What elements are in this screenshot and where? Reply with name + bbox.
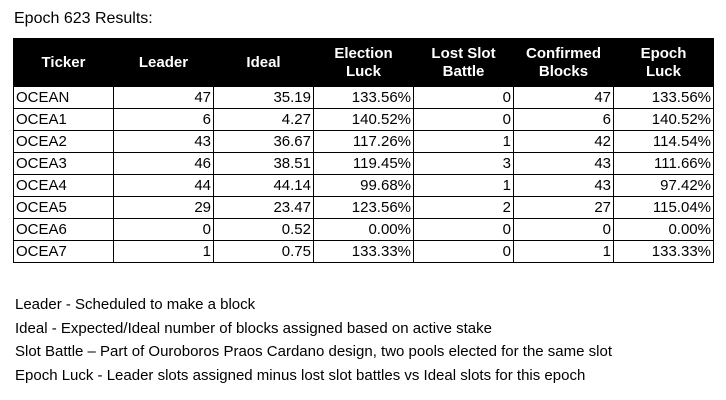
header-lost-slot-battle: Lost Slot Battle xyxy=(414,39,514,87)
cell-ticker: OCEA7 xyxy=(14,241,114,263)
header-confirmed-blocks: Confirmed Blocks xyxy=(514,39,614,87)
cell-confirmed-blocks: 0 xyxy=(514,219,614,241)
table-row xyxy=(14,175,714,197)
cell-leader: 47 xyxy=(114,87,214,109)
cell-ideal: 35.19 xyxy=(214,87,314,109)
cell-leader: 6 xyxy=(114,109,214,131)
cell-epoch-luck: 97.42% xyxy=(614,175,714,197)
cell-confirmed-blocks: 42 xyxy=(514,131,614,153)
cell-lost-slot-battle: 3 xyxy=(414,153,514,175)
header-ideal: Ideal xyxy=(214,39,314,87)
cell-ideal: 0.52 xyxy=(214,219,314,241)
cell-confirmed-blocks: 1 xyxy=(514,241,614,263)
legend-epoch-luck: Epoch Luck - Leader slots assigned minus lost slot battles vs Ideal slots for this epoch xyxy=(15,366,586,384)
table-row xyxy=(14,197,714,219)
cell-election-luck: 0.00% xyxy=(314,219,414,241)
cell-ticker: OCEA1 xyxy=(14,109,114,131)
header-epoch-luck: Epoch Luck xyxy=(614,39,714,87)
cell-ticker: OCEA2 xyxy=(14,131,114,153)
cell-ticker: OCEAN xyxy=(14,87,114,109)
cell-ideal: 36.67 xyxy=(214,131,314,153)
cell-ticker: OCEA4 xyxy=(14,175,114,197)
results-table xyxy=(13,38,714,263)
cell-confirmed-blocks: 43 xyxy=(514,153,614,175)
cell-leader: 1 xyxy=(114,241,214,263)
cell-lost-slot-battle: 2 xyxy=(414,197,514,219)
header-leader: Leader xyxy=(114,39,214,87)
cell-confirmed-blocks: 43 xyxy=(514,175,614,197)
cell-election-luck: 119.45% xyxy=(314,153,414,175)
cell-leader: 29 xyxy=(114,197,214,219)
cell-leader: 44 xyxy=(114,175,214,197)
cell-ticker: OCEA5 xyxy=(14,197,114,219)
cell-election-luck: 133.56% xyxy=(314,87,414,109)
cell-confirmed-blocks: 27 xyxy=(514,197,614,219)
cell-election-luck: 117.26% xyxy=(314,131,414,153)
cell-lost-slot-battle: 1 xyxy=(414,131,514,153)
table-row xyxy=(14,241,714,263)
cell-lost-slot-battle: 0 xyxy=(414,87,514,109)
cell-ticker: OCEA3 xyxy=(14,153,114,175)
cell-ideal: 23.47 xyxy=(214,197,314,219)
cell-election-luck: 140.52% xyxy=(314,109,414,131)
cell-epoch-luck: 133.56% xyxy=(614,87,714,109)
cell-epoch-luck: 140.52% xyxy=(614,109,714,131)
table-row xyxy=(14,153,714,175)
cell-epoch-luck: 111.66% xyxy=(614,153,714,175)
table-header-row xyxy=(14,39,714,87)
cell-epoch-luck: 133.33% xyxy=(614,241,714,263)
cell-epoch-luck: 0.00% xyxy=(614,219,714,241)
cell-lost-slot-battle: 0 xyxy=(414,241,514,263)
table-row xyxy=(14,109,714,131)
cell-lost-slot-battle: 0 xyxy=(414,109,514,131)
header-ticker: Ticker xyxy=(14,39,114,87)
legend xyxy=(15,293,612,387)
cell-lost-slot-battle: 0 xyxy=(414,219,514,241)
cell-election-luck: 133.33% xyxy=(314,241,414,263)
cell-lost-slot-battle: 1 xyxy=(414,175,514,197)
legend-ideal: Ideal - Expected/Ideal number of blocks assigned based on active stake xyxy=(15,319,492,337)
cell-epoch-luck: 114.54% xyxy=(614,131,714,153)
table-row xyxy=(14,87,714,109)
cell-epoch-luck: 115.04% xyxy=(614,197,714,219)
page-title: Epoch 623 Results: xyxy=(14,10,153,27)
cell-ideal: 38.51 xyxy=(214,153,314,175)
cell-ideal: 0.75 xyxy=(214,241,314,263)
cell-confirmed-blocks: 47 xyxy=(514,87,614,109)
cell-leader: 0 xyxy=(114,219,214,241)
legend-leader: Leader - Scheduled to make a block xyxy=(15,296,256,313)
cell-ticker: OCEA6 xyxy=(14,219,114,241)
cell-leader: 46 xyxy=(114,153,214,175)
cell-election-luck: 99.68% xyxy=(314,175,414,197)
cell-confirmed-blocks: 6 xyxy=(514,109,614,131)
cell-election-luck: 123.56% xyxy=(314,197,414,219)
table-row xyxy=(14,219,714,241)
cell-ideal: 44.14 xyxy=(214,175,314,197)
table-row xyxy=(14,131,714,153)
header-election-luck: Election Luck xyxy=(314,39,414,87)
legend-slot-battle: Slot Battle – Part of Ouroboros Praos Cardano design, two pools elected for the same slot xyxy=(15,343,612,360)
cell-ideal: 4.27 xyxy=(214,109,314,131)
cell-leader: 43 xyxy=(114,131,214,153)
